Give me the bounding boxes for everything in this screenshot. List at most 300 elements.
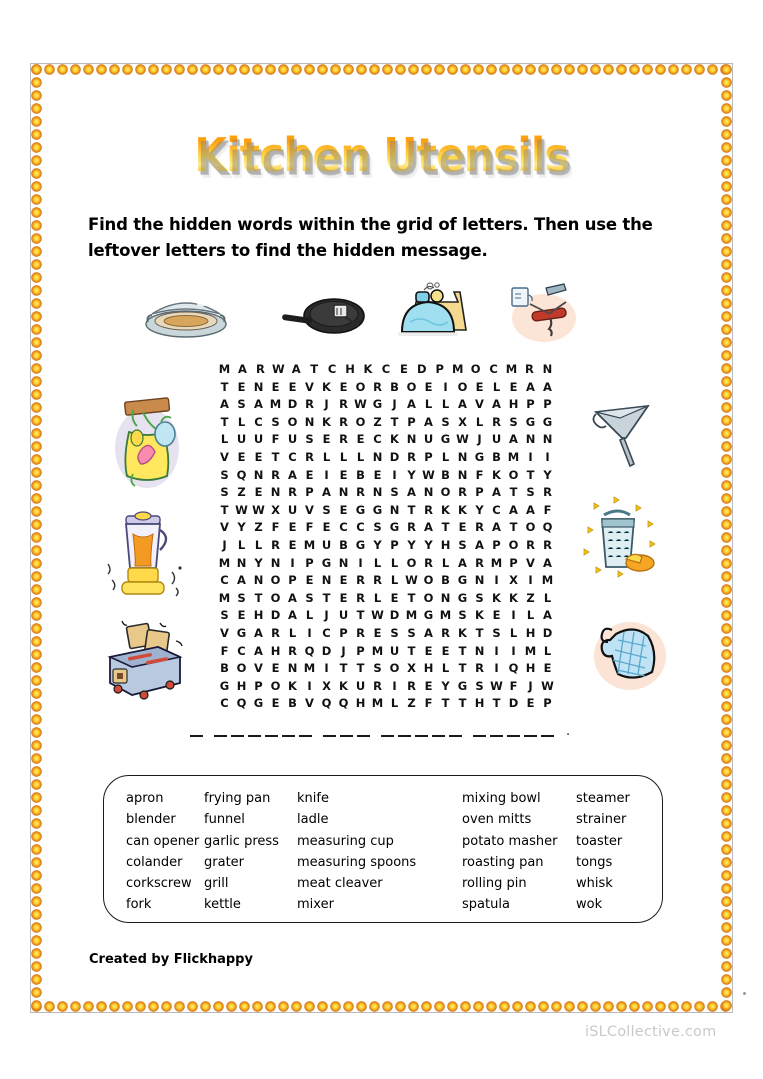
grid-letter: W — [252, 502, 265, 517]
grid-letter: N — [338, 485, 349, 500]
grid-letter: S — [390, 625, 399, 640]
word-bank-item[interactable]: whisk — [576, 876, 613, 892]
grid-letter: C — [339, 520, 348, 535]
grid-letter: A — [407, 397, 416, 412]
grid-letter: G — [457, 678, 468, 693]
grid-letter: T — [458, 661, 467, 676]
grid-letter: A — [254, 625, 263, 640]
grid-letter: F — [543, 502, 552, 517]
message-blank[interactable] — [282, 726, 295, 737]
message-blank[interactable] — [248, 726, 261, 737]
grid-letter: L — [441, 397, 450, 412]
grid-letter: F — [475, 467, 484, 482]
grid-letter: L — [373, 555, 382, 570]
grid-letter: N — [542, 362, 553, 376]
grid-letter: X — [458, 414, 467, 429]
grid-letter: R — [407, 678, 416, 693]
grid-letter: E — [288, 379, 297, 394]
word-bank-item[interactable]: fork — [126, 897, 152, 913]
grid-letter: G — [440, 432, 451, 447]
message-blank[interactable] — [214, 726, 227, 737]
grid-letter: Y — [543, 467, 552, 482]
word-bank-item[interactable]: measuring spoons — [297, 854, 417, 870]
grid-letter: D — [389, 608, 400, 623]
grid-letter: M — [269, 397, 282, 412]
word-bank-item[interactable]: wok — [576, 897, 603, 913]
grid-letter: S — [390, 485, 399, 500]
word-bank-item[interactable]: rolling pin — [462, 876, 527, 892]
decorative-border-top — [30, 63, 733, 76]
grid-letter: H — [236, 678, 247, 693]
grid-letter: S — [305, 432, 314, 447]
message-blank[interactable] — [323, 726, 336, 737]
grid-letter: L — [509, 625, 518, 640]
grid-letter: E — [373, 625, 382, 640]
grid-letter: E — [288, 520, 297, 535]
message-blank[interactable] — [398, 726, 411, 737]
grid-letter: T — [509, 520, 518, 535]
word-bank-item[interactable]: corkscrew — [126, 876, 192, 892]
instructions-text: Find the hidden words within the grid of letters. Then use the leftover letters to find the hidden message. — [88, 215, 653, 260]
grid-letter: K — [509, 590, 518, 605]
grid-letter: A — [291, 362, 301, 376]
grid-letter: E — [475, 379, 484, 394]
grid-letter: A — [288, 590, 297, 605]
message-blank[interactable] — [507, 726, 520, 737]
grid-letter: P — [475, 485, 484, 500]
grid-letter: P — [543, 397, 552, 412]
message-blank[interactable] — [381, 726, 394, 737]
grid-letter: R — [356, 590, 365, 605]
grid-letter: W — [235, 502, 248, 517]
grid-letter: M — [371, 643, 384, 658]
word-bank-item[interactable]: grater — [204, 854, 245, 870]
grid-letter: T — [458, 696, 467, 711]
hidden-message-blanks — [190, 726, 580, 737]
grid-letter: E — [339, 573, 348, 588]
grid-letter: E — [322, 432, 331, 447]
grid-letter: L — [356, 449, 365, 464]
grid-row — [216, 484, 556, 502]
grid-letter: R — [458, 485, 467, 500]
grid-letter: R — [373, 379, 382, 394]
grid-letter: M — [371, 696, 384, 711]
word-bank-item[interactable]: meat cleaver — [297, 876, 383, 892]
grid-letter: M — [451, 362, 464, 376]
grid-letter: T — [475, 625, 484, 640]
message-blank[interactable] — [265, 726, 278, 737]
grid-letter: S — [458, 537, 467, 552]
word-bank-item[interactable]: colander — [126, 854, 183, 870]
grid-letter: R — [356, 485, 365, 500]
grid-letter: L — [237, 414, 246, 429]
grid-letter: N — [338, 555, 349, 570]
grid-letter: R — [492, 414, 501, 429]
grid-letter: A — [475, 537, 484, 552]
grid-letter: V — [305, 502, 314, 517]
grid-letter: I — [528, 573, 533, 588]
message-blank[interactable] — [432, 726, 445, 737]
grid-letter: F — [220, 643, 229, 658]
word-bank-item[interactable]: strainer — [576, 812, 627, 828]
grid-letter: T — [322, 590, 331, 605]
grid-letter: G — [372, 502, 383, 517]
message-blank[interactable] — [541, 726, 554, 737]
grid-letter: Y — [407, 537, 416, 552]
grid-letter: E — [339, 467, 348, 482]
grid-letter: F — [305, 520, 314, 535]
blender-image — [100, 506, 186, 602]
grid-letter: O — [355, 379, 366, 394]
grid-letter: G — [457, 573, 468, 588]
grid-letter: R — [525, 362, 534, 376]
grid-letter: F — [424, 696, 433, 711]
grid-letter: G — [321, 555, 332, 570]
grid-letter: L — [526, 608, 535, 623]
grid-letter: I — [392, 678, 397, 693]
grid-letter: J — [528, 678, 533, 693]
grid-letter: C — [237, 643, 246, 658]
grid-letter: E — [271, 661, 280, 676]
message-blank[interactable] — [231, 726, 244, 737]
grid-letter: O — [440, 485, 451, 500]
grid-letter: T — [407, 643, 416, 658]
grid-letter: J — [324, 397, 329, 412]
grid-letter: Z — [407, 696, 416, 711]
grid-row — [216, 519, 556, 537]
word-bank-item[interactable]: oven mitts — [462, 812, 532, 828]
grid-letter: P — [526, 397, 535, 412]
title-container — [0, 128, 763, 182]
grid-letter: M — [524, 643, 537, 658]
grid-letter: V — [220, 625, 229, 640]
grid-letter: A — [220, 397, 229, 412]
grid-letter: I — [392, 467, 397, 482]
grid-letter: R — [424, 555, 433, 570]
grid-letter: G — [355, 537, 366, 552]
grid-letter: N — [457, 449, 468, 464]
message-blank[interactable] — [190, 726, 203, 737]
grid-letter: N — [457, 467, 468, 482]
grid-letter: G — [236, 625, 247, 640]
grid-letter: A — [424, 414, 433, 429]
grid-letter: L — [492, 379, 501, 394]
grid-letter: W — [541, 678, 554, 693]
grid-letter: Q — [508, 661, 519, 676]
grid-row — [216, 572, 556, 590]
message-blank[interactable] — [340, 726, 353, 737]
grid-letter: B — [390, 379, 399, 394]
grid-letter: A — [492, 397, 501, 412]
word-bank-column-4 — [462, 788, 576, 922]
grid-letter: I — [494, 661, 499, 676]
grid-letter: L — [424, 397, 433, 412]
grid-letter: U — [236, 432, 247, 447]
word-bank-item[interactable]: garlic press — [204, 833, 279, 849]
grid-letter: O — [508, 467, 519, 482]
grid-letter: I — [358, 555, 363, 570]
oven-mitt-image — [586, 612, 672, 696]
grid-letter: Q — [236, 696, 247, 711]
grid-letter: R — [373, 678, 382, 693]
grid-letter: A — [322, 485, 331, 500]
grid-letter: I — [290, 555, 295, 570]
grid-letter: R — [356, 625, 365, 640]
grid-letter: R — [255, 362, 265, 376]
word-bank-item[interactable]: frying pan — [204, 791, 271, 806]
word-search-grid — [216, 361, 556, 713]
grid-letter: S — [526, 485, 535, 500]
grid-letter: U — [355, 678, 366, 693]
message-word — [381, 726, 462, 737]
grid-letter: L — [543, 590, 552, 605]
grid-letter: C — [356, 520, 365, 535]
grid-letter: B — [288, 696, 297, 711]
grid-letter: E — [373, 467, 382, 482]
grid-letter: P — [424, 449, 433, 464]
grid-letter: S — [271, 414, 280, 429]
grid-letter: S — [220, 467, 229, 482]
funnel-image — [586, 398, 662, 474]
grid-letter: E — [339, 379, 348, 394]
grid-letter: E — [254, 449, 263, 464]
grid-letter: K — [441, 502, 450, 517]
grid-letter: K — [363, 362, 373, 376]
grid-letter: I — [443, 379, 448, 394]
credit-text: Created by Flickhappy — [89, 952, 253, 967]
grid-row — [216, 467, 556, 485]
word-bank-item[interactable]: kettle — [204, 897, 241, 913]
grid-letter: E — [271, 696, 280, 711]
grid-letter: I — [494, 643, 499, 658]
grid-row — [216, 449, 556, 467]
word-bank-item[interactable]: funnel — [204, 812, 245, 828]
word-bank-item[interactable]: roasting pan — [462, 854, 544, 870]
grid-letter: C — [220, 573, 229, 588]
grid-letter: A — [458, 397, 467, 412]
grid-letter: F — [271, 432, 280, 447]
word-bank-item[interactable]: potato masher — [462, 833, 558, 849]
grid-letter: Y — [475, 502, 484, 517]
grid-letter: O — [423, 590, 434, 605]
grid-letter: C — [373, 432, 382, 447]
grid-letter: D — [321, 643, 332, 658]
grid-letter: N — [321, 573, 332, 588]
grid-letter: T — [441, 696, 450, 711]
word-bank-item[interactable]: can opener — [126, 833, 200, 849]
grid-letter: Z — [373, 414, 382, 429]
grid-letter: I — [511, 643, 516, 658]
grid-letter: S — [458, 608, 467, 623]
grid-letter: R — [271, 467, 280, 482]
grid-letter: L — [390, 696, 399, 711]
grid-letter: R — [475, 555, 484, 570]
word-bank-item[interactable]: steamer — [576, 791, 630, 806]
grid-letter: O — [457, 379, 468, 394]
grid-letter: U — [287, 432, 298, 447]
toaster-image — [100, 617, 188, 703]
grid-letter: S — [220, 485, 229, 500]
grid-letter: O — [406, 555, 417, 570]
grid-letter: V — [526, 555, 535, 570]
grid-letter: W — [405, 573, 418, 588]
grid-letter: E — [492, 608, 501, 623]
grid-letter: S — [492, 625, 501, 640]
grid-letter: P — [356, 643, 365, 658]
grid-row — [216, 502, 556, 520]
grid-letter: G — [372, 397, 383, 412]
grid-letter: B — [492, 449, 501, 464]
grid-letter: T — [390, 414, 399, 429]
grid-letter: N — [253, 573, 264, 588]
word-bank-item[interactable]: knife — [297, 791, 329, 806]
grid-letter: A — [237, 573, 246, 588]
message-blank[interactable] — [299, 726, 312, 737]
grid-letter: O — [508, 537, 519, 552]
grid-letter: C — [492, 502, 501, 517]
grid-letter: O — [406, 379, 417, 394]
message-punctuation: . — [566, 724, 571, 739]
grid-letter: D — [417, 362, 427, 376]
grid-letter: S — [220, 608, 229, 623]
grid-letter: F — [271, 520, 280, 535]
grid-letter: A — [492, 485, 501, 500]
grid-letter: A — [492, 520, 501, 535]
message-blank[interactable] — [490, 726, 503, 737]
grid-letter: G — [474, 449, 485, 464]
grid-letter: R — [356, 573, 365, 588]
grid-letter: R — [339, 414, 348, 429]
grid-letter: K — [458, 625, 467, 640]
grid-letter: T — [458, 643, 467, 658]
grid-letter: A — [424, 625, 433, 640]
message-blank[interactable] — [415, 726, 428, 737]
grid-letter: E — [441, 643, 450, 658]
grid-letter: A — [254, 643, 263, 658]
word-bank-item[interactable]: grill — [204, 876, 229, 892]
grid-letter: L — [441, 449, 450, 464]
grid-letter: L — [373, 590, 382, 605]
message-blank[interactable] — [449, 726, 462, 737]
grid-letter: T — [526, 467, 535, 482]
word-bank-item[interactable]: mixing bowl — [462, 791, 541, 806]
grid-letter: S — [509, 414, 518, 429]
grid-letter: E — [390, 590, 399, 605]
message-blank[interactable] — [473, 726, 486, 737]
grid-letter: X — [509, 573, 518, 588]
grid-letter: V — [220, 449, 229, 464]
site-watermark: iSLCollective.com — [585, 1024, 717, 1040]
grid-letter: K — [492, 467, 501, 482]
grid-letter: P — [509, 555, 518, 570]
word-bank-item[interactable]: mixer — [297, 897, 334, 913]
grid-letter: L — [288, 625, 297, 640]
word-bank-item[interactable]: spatula — [462, 897, 510, 913]
grid-letter: A — [526, 502, 535, 517]
grid-letter: R — [305, 449, 314, 464]
grid-letter: X — [271, 502, 280, 517]
grid-letter: T — [271, 449, 280, 464]
word-bank-item[interactable]: tongs — [576, 854, 613, 870]
grid-letter: A — [288, 467, 297, 482]
grid-row — [216, 643, 556, 661]
grid-letter: C — [220, 696, 229, 711]
message-blank[interactable] — [357, 726, 370, 737]
grid-letter: I — [528, 449, 533, 464]
grid-letter: P — [305, 485, 314, 500]
grid-letter: C — [254, 414, 263, 429]
message-blank[interactable] — [524, 726, 537, 737]
grid-letter: D — [287, 397, 298, 412]
grid-letter: J — [324, 608, 329, 623]
word-bank-item[interactable]: ladle — [297, 812, 329, 828]
grid-letter: I — [307, 678, 312, 693]
grid-letter: R — [407, 449, 416, 464]
grid-letter: K — [339, 678, 348, 693]
grid-letter: G — [355, 502, 366, 517]
grid-letter: U — [253, 432, 264, 447]
kettle-image — [396, 282, 478, 342]
grid-letter: Q — [338, 696, 349, 711]
grid-letter: S — [305, 590, 314, 605]
grid-letter: T — [310, 362, 319, 376]
grid-letter: T — [220, 414, 229, 429]
grid-letter: B — [441, 573, 450, 588]
grid-letter: C — [381, 362, 391, 376]
grid-letter: L — [220, 432, 229, 447]
grid-letter: M — [218, 590, 231, 605]
grid-letter: E — [237, 608, 246, 623]
grid-letter: X — [322, 678, 331, 693]
word-bank-item[interactable]: toaster — [576, 833, 623, 849]
grid-letter: S — [407, 625, 416, 640]
grid-letter: D — [270, 608, 281, 623]
grid-letter: A — [509, 432, 518, 447]
word-bank-item[interactable]: apron — [126, 791, 164, 806]
grid-letter: S — [475, 678, 484, 693]
grid-letter: A — [543, 379, 552, 394]
word-bank-item[interactable]: measuring cup — [297, 833, 394, 849]
grid-letter: L — [237, 537, 246, 552]
grid-letter: Z — [526, 590, 535, 605]
grid-letter: E — [237, 449, 246, 464]
grid-letter: K — [322, 414, 331, 429]
grid-letter: H — [440, 537, 451, 552]
grid-letter: U — [287, 502, 298, 517]
grid-letter: K — [492, 590, 501, 605]
word-bank-item[interactable]: blender — [126, 812, 176, 828]
frying-pan-image — [278, 288, 370, 340]
grid-letter: E — [543, 661, 552, 676]
grid-letter: A — [526, 379, 535, 394]
grid-letter: H — [355, 696, 366, 711]
grid-letter: V — [475, 397, 484, 412]
grid-letter: H — [253, 608, 264, 623]
grid-letter: D — [508, 696, 519, 711]
grid-letter: U — [423, 432, 434, 447]
grid-letter: P — [254, 678, 263, 693]
grid-letter: P — [543, 696, 552, 711]
grid-letter: T — [356, 608, 365, 623]
grid-letter: I — [494, 573, 499, 588]
grid-letter: R — [424, 502, 433, 517]
grid-letter: N — [304, 414, 315, 429]
grid-letter: E — [424, 678, 433, 693]
grid-letter: I — [324, 661, 329, 676]
grid-letter: L — [322, 449, 331, 464]
grid-letter: L — [475, 414, 484, 429]
grid-letter: L — [543, 643, 552, 658]
